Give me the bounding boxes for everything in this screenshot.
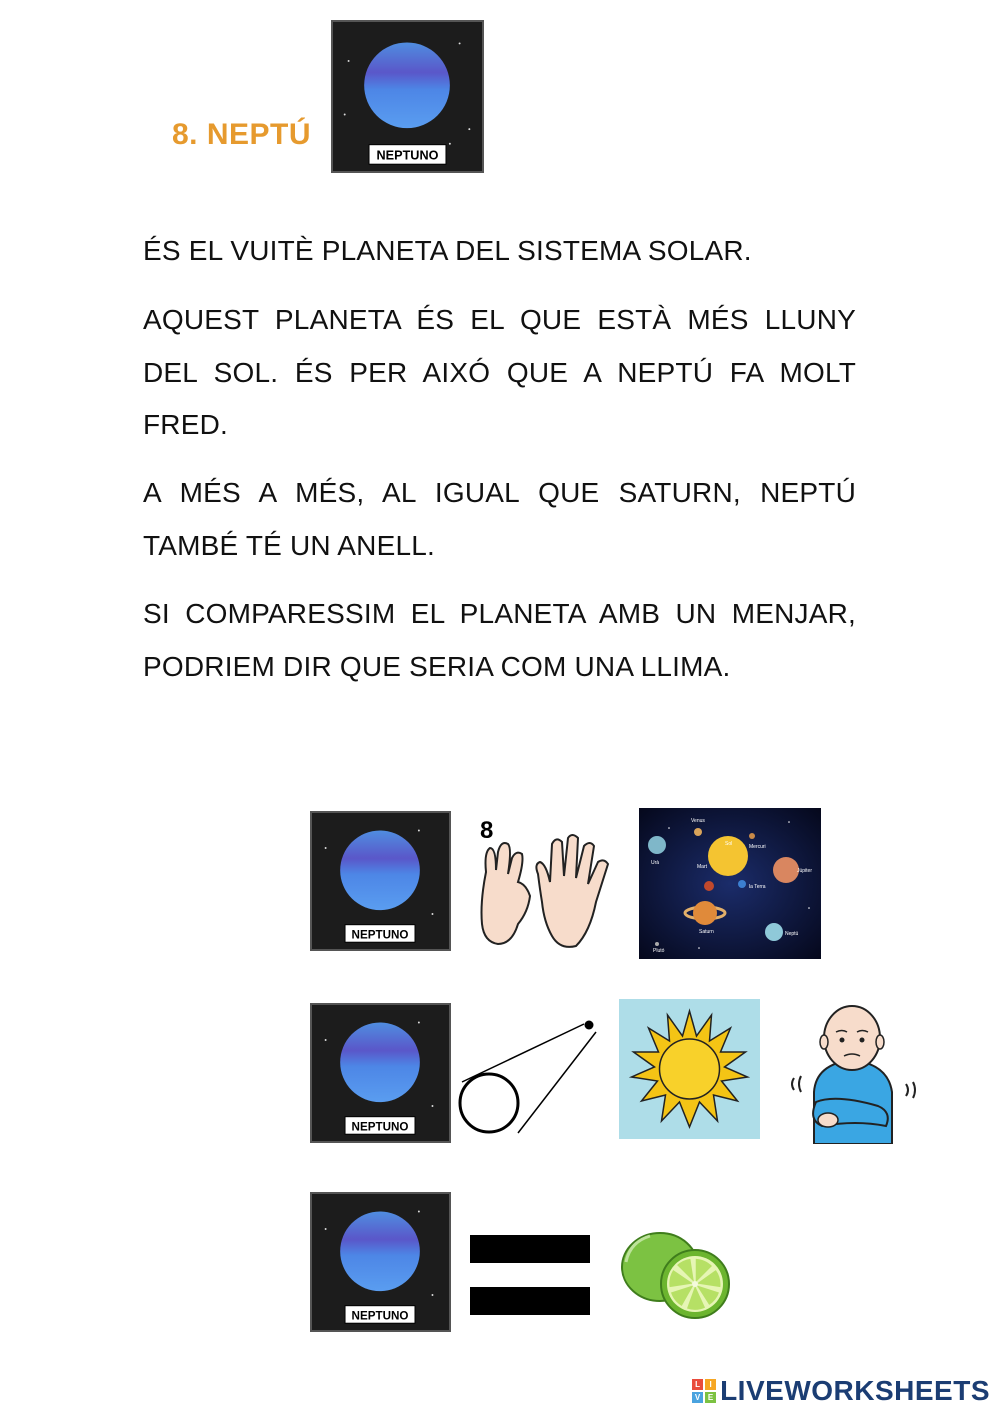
liveworksheets-logo <box>692 1375 990 1407</box>
eight-hands-pictogram <box>468 812 618 952</box>
lime-pictogram <box>620 1222 735 1322</box>
label-neptu: Neptú <box>785 931 799 937</box>
label-venus: Venus <box>691 818 705 824</box>
solar-system-image <box>639 808 821 959</box>
label-pluto: Plutó <box>653 948 665 954</box>
liveworksheets-brand: LIVEWORKSHEETS <box>720 1375 990 1406</box>
neptune-planet-icon <box>333 22 482 171</box>
paragraph-1: ÉS EL VUITÈ PLANETA DEL SISTEMA SOLAR. <box>143 235 752 266</box>
label-sol: Sol <box>725 841 733 847</box>
left-hand-icon <box>482 843 531 944</box>
neptune-card-label: NEPTUNO <box>351 1309 409 1323</box>
sun-icon <box>619 999 760 1139</box>
far-distance-pictogram <box>456 1010 606 1140</box>
label-mercuri: Mercuri <box>749 844 766 850</box>
sun-pictogram <box>619 999 760 1139</box>
equals-sign-pictogram <box>470 1235 590 1317</box>
neptune-planet-icon <box>312 813 449 949</box>
paragraph-2: AQUEST PLANETA ÉS EL QUE ESTÀ MÉS LLUNY DEL SOL. ÉS PER AIXÓ QUE A NEPTÚ FA MOLT FRED. <box>143 304 856 440</box>
label-jupiter: Júpiter <box>797 868 813 874</box>
neptune-card-row1 <box>310 811 451 951</box>
neptune-card-row3 <box>310 1192 451 1332</box>
label-saturn: Saturn <box>699 929 714 935</box>
neptune-card-row2 <box>310 1003 451 1143</box>
neptune-planet-icon <box>312 1194 449 1330</box>
paragraph-3: A MÉS A MÉS, AL IGUAL QUE SATURN, NEPTÚ TAMBÉ TÉ UN ANELL. <box>143 477 856 561</box>
page-title: 8. NEPTÚ <box>172 118 312 151</box>
number-eight: 8 <box>480 817 494 844</box>
label-ura: Urà <box>651 860 660 866</box>
paragraph-4: SI COMPARESSIM EL PLANETA AMB UN MENJAR, PODRIEM DIR QUE SERIA COM UNA LLIMA. <box>143 598 856 682</box>
label-mart: Mart <box>697 864 707 870</box>
neptune-card-label: NEPTUNO <box>351 1120 409 1134</box>
neptune-card-label: NEPTUNO <box>376 148 439 163</box>
neptune-card-header <box>331 20 484 173</box>
right-hand-icon <box>536 835 608 947</box>
liveworksheets-logo-icon: L I V E <box>692 1379 716 1403</box>
neptune-planet-icon <box>312 1005 449 1141</box>
neptune-card-label: NEPTUNO <box>351 928 409 942</box>
label-terra: la Terra <box>749 884 766 890</box>
cold-person-pictogram <box>786 1002 921 1144</box>
